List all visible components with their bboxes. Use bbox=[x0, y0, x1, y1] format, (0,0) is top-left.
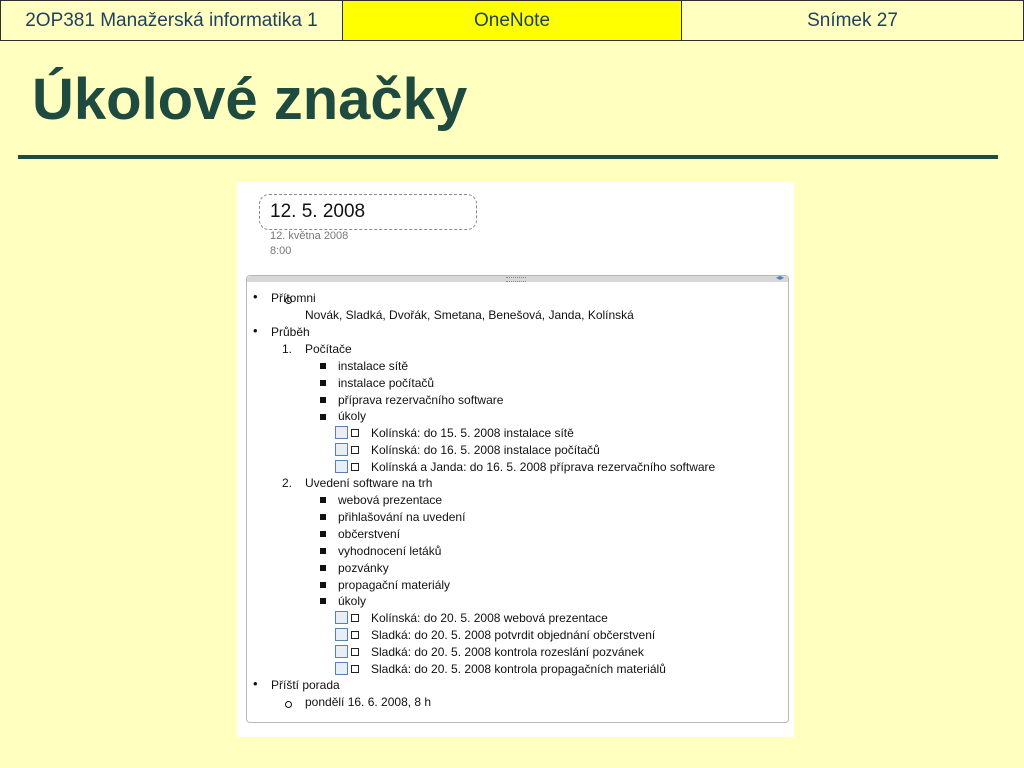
list-item: vyhodnocení letáků bbox=[338, 544, 442, 558]
checkbox-bullet-icon bbox=[351, 429, 359, 437]
list-number: 1. bbox=[282, 342, 293, 356]
square-bullet-icon bbox=[320, 582, 326, 588]
list-item: Počítače bbox=[305, 342, 352, 356]
note-container[interactable] bbox=[246, 275, 789, 723]
bullet-icon: • bbox=[253, 676, 258, 691]
list-item: Příští porada bbox=[271, 678, 340, 692]
list-item: Uvedení software na trh bbox=[305, 476, 433, 490]
course-name: 2OP381 Manažerská informatika 1 bbox=[1, 1, 343, 40]
page-date: 12. května 2008 bbox=[270, 230, 349, 242]
square-bullet-icon bbox=[320, 397, 326, 403]
task-item: Kolínská: do 15. 5. 2008 instalace sítě bbox=[371, 426, 574, 440]
task-checkbox[interactable] bbox=[335, 443, 348, 456]
square-bullet-icon bbox=[320, 497, 326, 503]
slide-number: Snímek 27 bbox=[682, 1, 1023, 40]
task-item: Kolínská: do 20. 5. 2008 webová prezentace bbox=[371, 611, 608, 625]
task-item: Sladká: do 20. 5. 2008 kontrola rozeslání pozvánek bbox=[371, 645, 644, 659]
checkbox-bullet-icon bbox=[351, 463, 359, 471]
list-item: Průběh bbox=[271, 325, 310, 339]
square-bullet-icon bbox=[320, 598, 326, 604]
list-item: občerstvení bbox=[338, 527, 401, 541]
list-item: pondělí 16. 6. 2008, 8 h bbox=[305, 695, 432, 709]
onenote-page-screenshot bbox=[237, 182, 794, 737]
slide-title: Úkolové značky bbox=[32, 67, 468, 132]
page-time: 8:00 bbox=[270, 245, 292, 257]
page-title-box[interactable] bbox=[259, 194, 477, 230]
square-bullet-icon bbox=[320, 363, 326, 369]
task-item: Kolínská a Janda: do 16. 5. 2008 příprava rezervačního software bbox=[371, 460, 716, 474]
task-item: Sladká: do 20. 5. 2008 potvrdit objednání občerstvení bbox=[371, 628, 656, 642]
list-item: Novák, Sladká, Dvořák, Smetana, Benešová, Janda, Kolínská bbox=[305, 308, 634, 322]
checkbox-bullet-icon bbox=[351, 614, 359, 622]
list-item: instalace sítě bbox=[338, 359, 409, 373]
task-item: Sladká: do 20. 5. 2008 kontrola propagačních materiálů bbox=[371, 662, 666, 676]
list-item: úkoly bbox=[338, 409, 367, 423]
circle-bullet-icon bbox=[285, 701, 292, 708]
task-item: Kolínská: do 16. 5. 2008 instalace počítačů bbox=[371, 443, 600, 457]
task-checkbox[interactable] bbox=[335, 426, 348, 439]
square-bullet-icon bbox=[320, 414, 326, 420]
bullet-icon: • bbox=[253, 289, 258, 304]
list-item: propagační materiály bbox=[338, 578, 451, 592]
square-bullet-icon bbox=[320, 531, 326, 537]
list-item: příprava rezervačního software bbox=[338, 393, 504, 407]
list-number: 2. bbox=[282, 476, 293, 490]
bullet-icon: • bbox=[253, 323, 258, 338]
title-divider bbox=[18, 155, 998, 159]
checkbox-bullet-icon bbox=[351, 648, 359, 656]
checkbox-bullet-icon bbox=[351, 665, 359, 673]
square-bullet-icon bbox=[320, 514, 326, 520]
note-container-handle[interactable] bbox=[247, 273, 788, 282]
task-checkbox[interactable] bbox=[335, 611, 348, 624]
resize-arrows-icon[interactable]: ◂▸ bbox=[775, 273, 784, 282]
checkbox-bullet-icon bbox=[351, 631, 359, 639]
checkbox-bullet-icon bbox=[351, 446, 359, 454]
app-name: OneNote bbox=[343, 1, 682, 40]
square-bullet-icon bbox=[320, 548, 326, 554]
square-bullet-icon bbox=[320, 380, 326, 386]
task-checkbox[interactable] bbox=[335, 645, 348, 658]
page-title-date: 12. 5. 2008 bbox=[270, 201, 366, 222]
task-checkbox[interactable] bbox=[335, 460, 348, 473]
list-item: pozvánky bbox=[338, 561, 389, 575]
list-item: instalace počítačů bbox=[338, 376, 435, 390]
list-item: úkoly bbox=[338, 594, 367, 608]
circle-bullet-icon bbox=[285, 297, 292, 304]
list-item: přihlašování na uvedení bbox=[338, 510, 466, 524]
square-bullet-icon bbox=[320, 565, 326, 571]
grip-icon bbox=[506, 277, 526, 282]
list-item: Přítomni bbox=[271, 291, 316, 305]
list-item: webová prezentace bbox=[338, 493, 443, 507]
task-checkbox[interactable] bbox=[335, 662, 348, 675]
task-checkbox[interactable] bbox=[335, 628, 348, 641]
slide-header bbox=[0, 0, 1024, 41]
